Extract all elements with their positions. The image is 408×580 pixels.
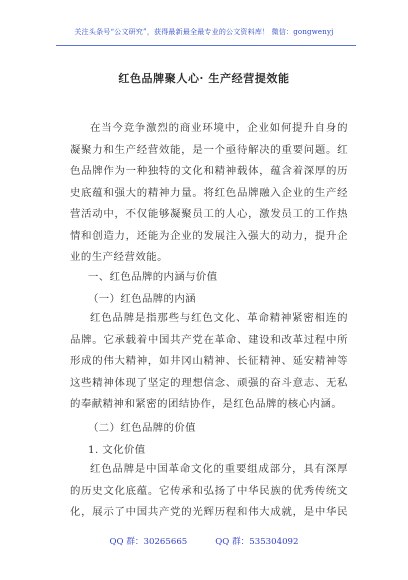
paragraph-line: 的奉献精神和紧密的团结协作，是红色品牌的核心内涵。 [70, 398, 343, 410]
section-heading-1: 一、红色品牌的内涵与价值 [88, 271, 218, 283]
subsection-1-1-paragraph [70, 308, 348, 416]
paragraph-line: 情和创造力，还能为企业的发展注入强大的动力，提升企 [70, 229, 348, 242]
paragraph-line: 色品牌作为一种独特的文化和精神载体，蕴含着深厚的历 [70, 165, 348, 177]
paragraph-line: 在当今竞争激烈的商业环境中，企业如何提升自身的 [90, 122, 348, 134]
header-divider [56, 45, 356, 46]
paragraph-line: 这些精神体现了坚定的理想信念、顽强的奋斗意志、无私 [70, 376, 348, 389]
paragraph-line: 红色品牌是指那些与红色文化、革命精神紧密相连的 [90, 312, 348, 324]
intro-paragraph [70, 118, 348, 269]
paragraph-line: 营活动中，不仅能够凝聚员工的人心，激发员工的工作热 [70, 208, 348, 220]
paragraph-line: 化，展示了中国共产党的光辉历程和伟大成就，是中华民 [70, 506, 348, 518]
subsection-heading-1-1: （一）红色品牌的内涵 [88, 293, 196, 305]
paragraph-line: 史底蕴和强大的精神力量。将红色品牌融入企业的生产经 [70, 186, 348, 199]
paragraph-line: 形成的伟大精神，如井冈山精神、长征精神、延安精神等 [70, 355, 348, 367]
paragraph-line: 业的生产经营效能。 [70, 251, 169, 263]
paragraph-line: 凝聚力和生产经营效能，是一个亟待解决的重要问题。红 [70, 143, 348, 156]
paragraph-line: 的历史文化底蕴。它传承和弘扬了中华民族的优秀传统文 [70, 484, 348, 497]
paragraph-line: 红色品牌是中国革命文化的重要组成部分，具有深厚 [90, 463, 348, 475]
footer-qq-groups [0, 535, 408, 547]
item-heading-cultural-value: 1. 文化价值 [88, 444, 146, 456]
qq-group-2: QQ 群：535304092 [215, 537, 299, 547]
document-title: 红色品牌聚人心· 生产经营提效能 [118, 72, 290, 85]
header-banner-text: 关注头条号“公文研究”，获得最新最全最专业的公文资料库！ 微信：gongwenyj [74, 28, 334, 36]
cultural-value-paragraph [70, 459, 348, 524]
subsection-heading-1-2: （二）红色品牌的价值 [88, 422, 196, 434]
paragraph-line: 品牌。它承载着中国共产党在革命、建设和改革过程中所 [70, 333, 348, 346]
qq-group-1: QQ 群：30265665 [109, 537, 188, 547]
